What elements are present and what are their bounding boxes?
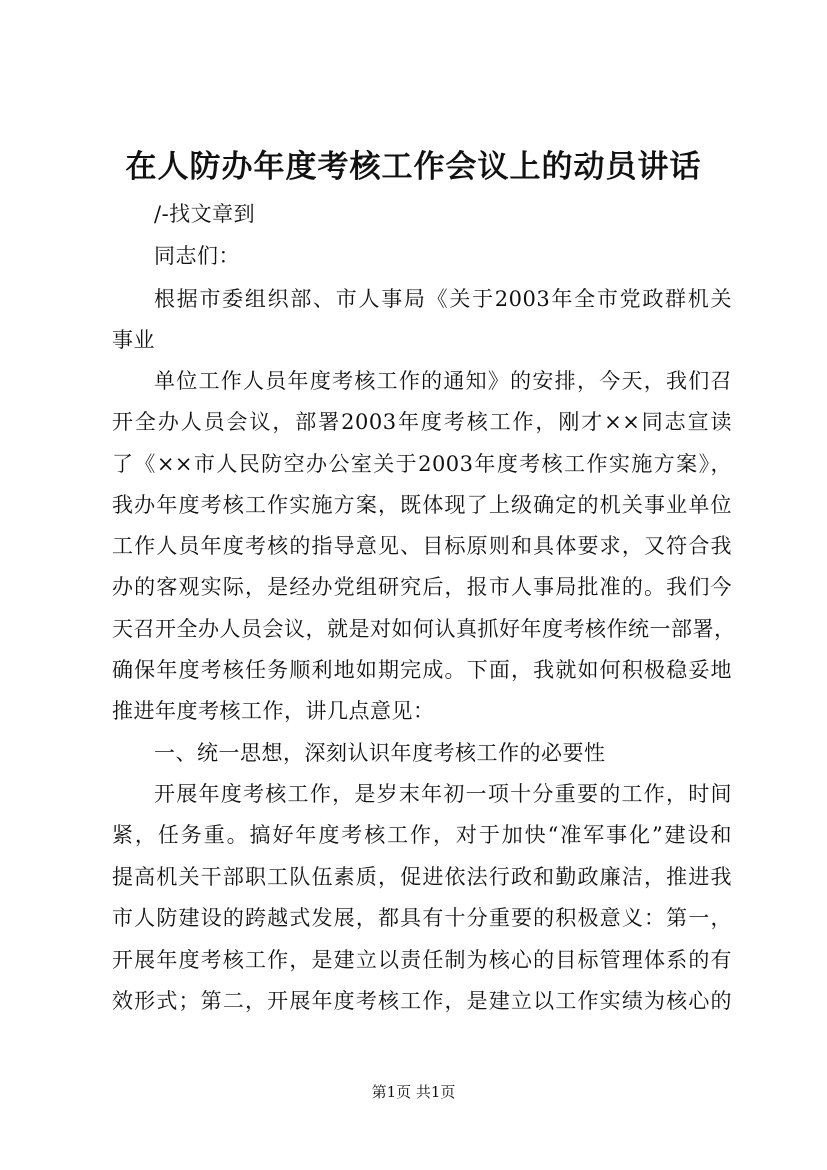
source-line: /-找文章到: [154, 202, 256, 226]
body-line: 单位工作人员年度考核工作的通知》的安排，今天，我们召: [154, 369, 732, 393]
body-line: 了《××市人民防空办公室关于2003年度考核工作实施方案》，: [112, 452, 732, 476]
body-line: 开全办人员会议，部署2003年度考核工作，刚才××同志宣读: [112, 410, 732, 434]
body-line: 推进年度考核工作，讲几点意见：: [112, 699, 435, 723]
body-line: 提高机关干部职工队伍素质，促进依法行政和勤政廉洁，推进我: [112, 865, 732, 889]
body-line: 天召开全办人员会议，就是对如何认真抓好年度考核作统一部署，: [112, 617, 736, 641]
body-line: 开展年度考核工作，是建立以责任制为核心的目标管理体系的有: [112, 948, 732, 972]
section-heading: 一、统一思想，深刻认识年度考核工作的必要性: [154, 741, 606, 765]
body-line: 根据市委组织部、市人事局《关于2003年全市党政群机关: [154, 287, 732, 311]
body-line: 效形式；第二，开展年度考核工作，是建立以工作实绩为核心的: [112, 989, 732, 1013]
page-footer: 第1页 共1页: [371, 1083, 456, 1101]
body-line: 事业: [112, 328, 155, 352]
document-title: 在人防办年度考核工作会议上的动员讲话: [125, 149, 702, 185]
body-line: 工作人员年度考核的指导意见、目标原则和具体要求，又符合我: [112, 534, 732, 558]
body-line: 办的客观实际，是经办党组研究后，报市人事局批准的。我们今: [112, 575, 732, 599]
body-line: 我办年度考核工作实施方案，既体现了上级确定的机关事业单位: [112, 493, 732, 517]
body-line: 确保年度考核任务顺利地如期完成。下面，我就如何积极稳妥地: [112, 658, 732, 682]
body-line: 开展年度考核工作，是岁末年初一项十分重要的工作，时间: [154, 782, 732, 806]
body-line: 紧，任务重。搞好年度考核工作，对于加快“准军事化”建设和: [112, 823, 732, 847]
body-line: 市人防建设的跨越式发展，都具有十分重要的积极意义：第一，: [112, 906, 732, 930]
salutation: 同志们：: [154, 244, 240, 268]
